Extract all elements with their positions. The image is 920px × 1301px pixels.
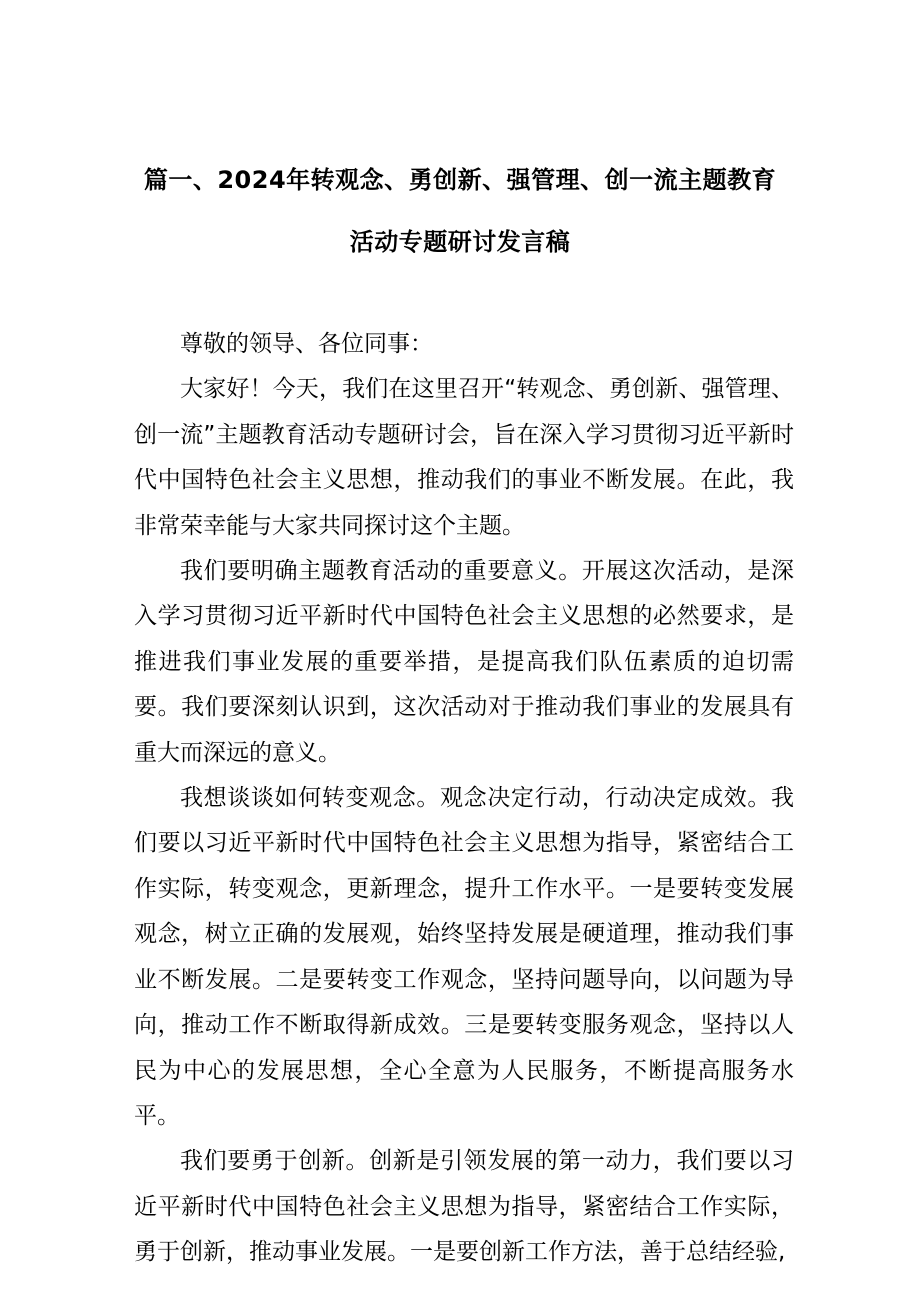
body-paragraph: 我想谈谈如何转变观念。观念决定行动，行动决定成效。我们要以习近平新时代中国特色社会主义思想为指导，紧密结合工作实际，转变观念，更新理念，提升工作水平。一是要转变发展观念，树立正确的发展观，始终坚持发展是硬道理，推动我们事业不断发展。二是要转变工作观念，坚持问题导向，以问题为导向，推动工作不断取得新成效。三是要转变服务观念，坚持以人民为中心的发展思想，全心全意为人民服务，不断提高服务水平。: [134, 785, 794, 1129]
document-body: [134, 322, 794, 1276]
body-paragraph: 我们要勇于创新。创新是引领发展的第一动力，我们要以习近平新时代中国特色社会主义思想为指导，紧密结合工作实际，勇于创新，推动事业发展。一是要创新工作方法，善于总结经验,: [134, 1148, 794, 1266]
document-title-line-1: 篇一、2024年转观念、勇创新、强管理、创一流主题教育: [143, 166, 777, 194]
body-paragraph: 我们要明确主题教育活动的重要意义。开展这次活动，是深入学习贯彻习近平新时代中国特色社会主义思想的必然要求，是推进我们事业发展的重要举措，是提高我们队伍素质的迫切需要。我们要深刻认识到，这次活动对于推动我们事业的发展具有重大而深远的意义。: [134, 558, 794, 766]
document-title-line-2: 活动专题研讨发言稿: [349, 228, 571, 256]
salutation-paragraph: 尊敬的领导、各位同事：: [180, 331, 433, 357]
body-paragraph: 大家好！今天，我们在这里召开“转观念、勇创新、强管理、创一流”主题教育活动专题研讨会，旨在深入学习贯彻习近平新时代中国特色社会主义思想，推动我们的事业不断发展。在此，我非常荣幸能与大家共同探讨这个主题。: [134, 376, 794, 539]
